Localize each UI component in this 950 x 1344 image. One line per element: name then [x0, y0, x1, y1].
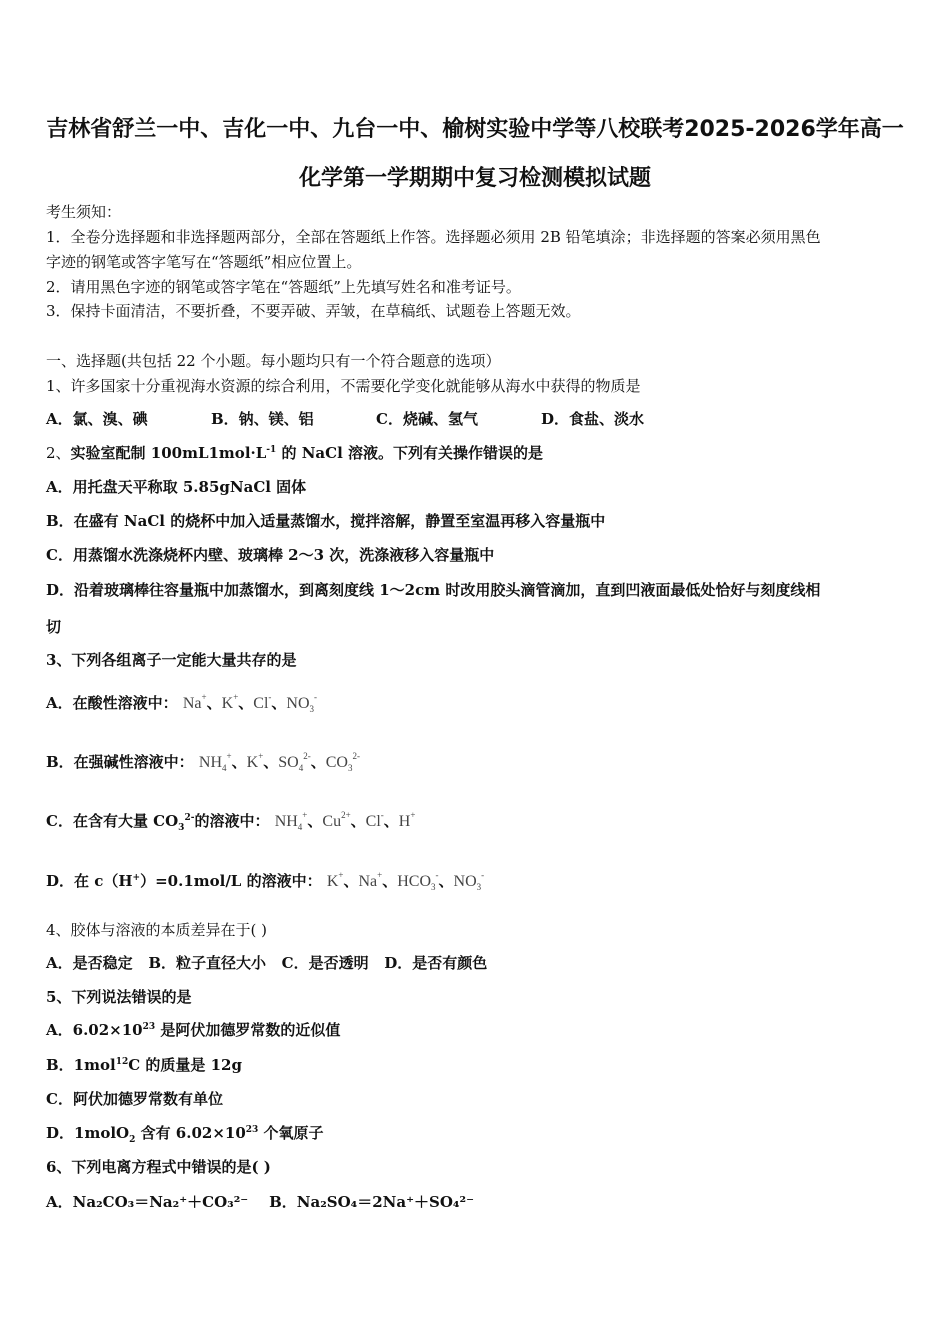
ion-no3-minus: $NO_3^-$: [286, 692, 318, 714]
q5-option-d-post: 个氧原子: [258, 1124, 324, 1142]
ion-nh4-plus: $NH_4^+$: [274, 810, 308, 832]
q5-option-d-mid: 含有 6.02×10: [135, 1124, 246, 1142]
q3-option-c: [46, 811, 415, 833]
q2-stem-sup: -1: [266, 445, 277, 455]
q4-option-b: B．粒子直径大小: [148, 954, 266, 972]
q3-option-b-label: B．在强碱性溶液中：: [46, 753, 194, 771]
ion-na-plus: Na+: [358, 870, 383, 890]
q1-option-b: B．钠、镁、铝: [211, 410, 314, 428]
separator: 、: [271, 694, 287, 712]
ion-h-plus: H+: [398, 810, 416, 830]
q2-option-c: C．用蒸馏水洗涤烧杯内壁、玻璃棒 2～3 次，洗涤液移入容量瓶中: [46, 546, 495, 564]
q4-stem: 4、胶体与溶液的本质差异在于( ): [46, 921, 268, 939]
q3-option-a-label: A．在酸性溶液中：: [46, 694, 178, 712]
ion-no3-minus: $NO_3^-$: [453, 870, 485, 892]
separator: 、: [350, 812, 366, 830]
separator: 、: [343, 872, 359, 890]
separator: 、: [310, 753, 326, 771]
q3-option-d-pre: D．在 c（H: [46, 872, 133, 890]
q2-stem-pre: 实验室配制 100mL1mol·L: [70, 444, 267, 462]
separator: 、: [238, 694, 254, 712]
q6-stem: 6、下列电离方程式中错误的是( ): [46, 1158, 271, 1176]
q4-option-d: D．是否有颜色: [384, 954, 488, 972]
q3-option-d-sup: +: [132, 873, 141, 883]
separator: 、: [263, 753, 279, 771]
q1-option-a: A．氯、溴、碘: [46, 410, 148, 428]
q5-option-a-sup: 23: [142, 1022, 156, 1032]
q2-stem-post: 的 NaCl 溶液。下列有关操作错误的是: [276, 444, 544, 462]
exam-title-line-1: 吉林省舒兰一中、吉化一中、九台一中、榆树实验中学等八校联考2025-2026学年高一: [46, 117, 904, 142]
q2-option-b: B．在盛有 NaCl 的烧杯中加入适量蒸馏水，搅拌溶解，静置至室温再移入容量瓶中: [46, 512, 606, 530]
q5-option-a-post: 是阿伏加德罗常数的近似值: [155, 1021, 341, 1039]
exam-title-line-2: 化学第一学期期中复习检测模拟试题: [298, 166, 651, 191]
q4-options: [46, 953, 487, 973]
q5-option-d-sup: 23: [245, 1125, 259, 1135]
q6-option-b: B．Na₂SO₄＝2Na⁺＋SO₄²⁻: [269, 1193, 474, 1211]
notice-item-1b: 字迹的钢笔或答字笔写在“答题纸”相应位置上。: [46, 253, 362, 271]
ion-so4-2minus: $SO_4^{2-}$: [278, 751, 311, 773]
ion-k-plus: K+: [221, 692, 239, 712]
ion-cl-minus: Cl-: [365, 810, 384, 830]
ion-cu-2plus: $Cu^{2+}$: [322, 810, 351, 830]
q5-option-d: [46, 1123, 324, 1143]
q5-option-b-pre: B．1mol: [46, 1056, 116, 1074]
q2-option-d-line-2: 切: [46, 618, 62, 636]
q2-number: 2、: [46, 444, 71, 462]
ion-k-plus: K+: [326, 870, 344, 890]
separator: 、: [231, 753, 247, 771]
q6-options: [46, 1192, 474, 1212]
q3-option-b: [46, 752, 360, 774]
separator: 、: [206, 694, 222, 712]
q3-stem: 3、下列各组离子一定能大量共存的是: [46, 651, 297, 669]
ion-cl-minus: Cl-: [253, 692, 272, 712]
q5-option-b-sup: 12: [115, 1057, 129, 1067]
ion-nh4-plus: $NH_4^+$: [198, 751, 232, 773]
q1-option-c: C．烧碱、氢气: [376, 410, 478, 428]
q6-option-a: A．Na₂CO₃＝Na₂⁺＋CO₃²⁻: [46, 1193, 249, 1211]
q3-option-c-sub: 3: [178, 823, 185, 833]
section-heading: 一、选择题(共包括 22 个小题。每小题均只有一个符合题意的选项）: [46, 352, 501, 370]
separator: 、: [382, 872, 398, 890]
ion-hco3-minus: $HCO_3^-$: [397, 870, 439, 892]
ion-k-plus: K+: [246, 751, 264, 771]
q3-option-c-sup: 2-: [184, 813, 195, 823]
separator: 、: [438, 872, 454, 890]
q3-option-c-post: 的溶液中：: [194, 812, 270, 830]
q3-option-d-post: ）=0.1mol/L 的溶液中：: [140, 872, 322, 890]
separator: 、: [307, 812, 323, 830]
separator: 、: [383, 812, 399, 830]
q1-options: [46, 409, 644, 429]
q2-option-a: A．用托盘天平称取 5.85gNaCl 固体: [46, 478, 307, 496]
q3-option-a: [46, 693, 317, 715]
q5-option-b: [46, 1055, 242, 1075]
notice-item-2: 2．请用黑色字迹的钢笔或答字笔在“答题纸”上先填写姓名和准考证号。: [46, 278, 521, 296]
q5-option-c: C．阿伏加德罗常数有单位: [46, 1090, 223, 1108]
q5-option-a-pre: A．6.02×10: [46, 1021, 143, 1039]
q5-stem: 5、下列说法错误的是: [46, 988, 192, 1006]
q3-option-c-pre: C．在含有大量 CO: [46, 812, 179, 830]
notice-heading: 考生须知：: [46, 203, 122, 221]
q1-option-d: D．食盐、淡水: [541, 410, 645, 428]
q3-option-d: [46, 871, 484, 893]
q4-option-c: C．是否透明: [281, 954, 369, 972]
q5-option-d-sub: 2: [129, 1135, 136, 1145]
notice-item-3: 3．保持卡面清洁，不要折叠，不要弄破、弄皱，在草稿纸、试题卷上答题无效。: [46, 302, 581, 320]
ion-co3-2minus: $CO_3^{2-}$: [325, 751, 360, 773]
q2-stem: [46, 443, 543, 463]
q1-stem: 1、许多国家十分重视海水资源的综合利用，不需要化学变化就能够从海水中获得的物质是: [46, 377, 641, 395]
notice-item-1a: 1．全卷分选择题和非选择题两部分，全部在答题纸上作答。选择题必须用 2B 铅笔填涂；非选择题的答案必须用黑色: [46, 228, 821, 246]
q5-option-d-pre: D．1molO: [46, 1124, 130, 1142]
q2-option-d-line-1: D．沿着玻璃棒往容量瓶中加蒸馏水，到离刻度线 1～2cm 时改用胶头滴管滴加，直到凹液面最低处恰好与刻度线相: [46, 581, 821, 599]
q5-option-b-post: C 的质量是 12g: [128, 1056, 242, 1074]
q4-option-a: A．是否稳定: [46, 954, 133, 972]
q5-option-a: [46, 1020, 340, 1040]
ion-na-plus: Na+: [182, 692, 207, 712]
